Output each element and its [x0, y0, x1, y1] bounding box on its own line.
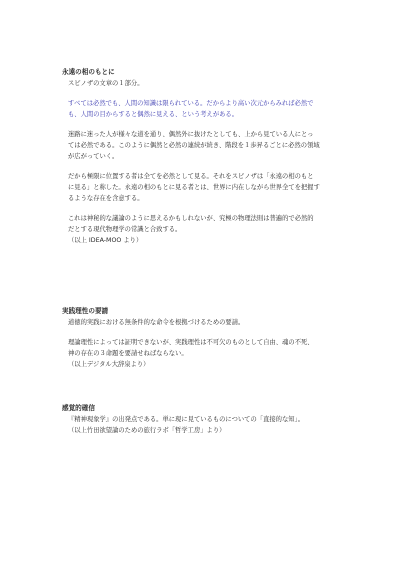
source-citation: （以上デジタル大辞泉より）	[68, 361, 150, 368]
blue-text-line: も、人間の目からすると偶然に見える、という考えがある。	[68, 111, 239, 118]
section-heading: 永遠の相のもとに	[62, 68, 115, 76]
intro-line: 道徳的実践における無条件的な命令を根拠づけるための要請。	[68, 319, 245, 326]
paragraph-line: るような存在を含意する。	[68, 195, 144, 202]
section-practical-reason	[62, 307, 362, 370]
section-heading: 感覚的確信	[62, 404, 95, 412]
section-sensory-certainty	[62, 404, 362, 436]
paragraph-line: だから極限に位置する者は全てを必然として見る。それをスピノザは「永遠の相のもと	[68, 173, 314, 180]
paragraph-line: が広がっていく。	[68, 153, 119, 160]
source-citation: （以上竹田欲望論のための旅行ラボ「哲学工房」より）	[68, 427, 226, 434]
paragraph-line: 理論理性によっては証明できないが、実践理性は不可欠のものとして自由、魂の不死、	[68, 339, 314, 346]
paragraph-line: 迷路に迷った人が様々な道を通り、偶然外に抜けたとしても、上から見ている人にとっ	[68, 131, 314, 138]
paragraph-line: 神の存在の３命題を要請せねばならない。	[68, 350, 188, 357]
paragraph-line: これは神秘的な議論のように思えるかもしれないが、究極の物理法則は普遍的で必然的	[68, 215, 314, 222]
paragraph-line: 『精神現象学』の出発点である。単に現に見ているものについての「直接的な知」。	[68, 416, 305, 423]
source-citation: （以上 IDEA-MOO より）	[68, 237, 143, 244]
paragraph-line: に見る」と称した。永遠の相のもとに見る者とは、世界に内在しながら世界全てを把握す	[68, 184, 320, 191]
paragraph-line: だとする現代物理学の常識と合致する。	[68, 226, 182, 233]
section-eternal-aspect	[62, 68, 362, 246]
intro-line: スピノザの文章の１部分。	[68, 80, 144, 87]
section-heading: 実践理性の要請	[62, 307, 109, 315]
paragraph-line: ては必然である。このように偶然と必然の連続が続き、階段を１歩昇るごとに必然の領域	[68, 142, 320, 149]
blue-text-line: すべては必然でも、人間の知識は限られている。だからより高い次元からみれば必然で	[68, 100, 314, 107]
